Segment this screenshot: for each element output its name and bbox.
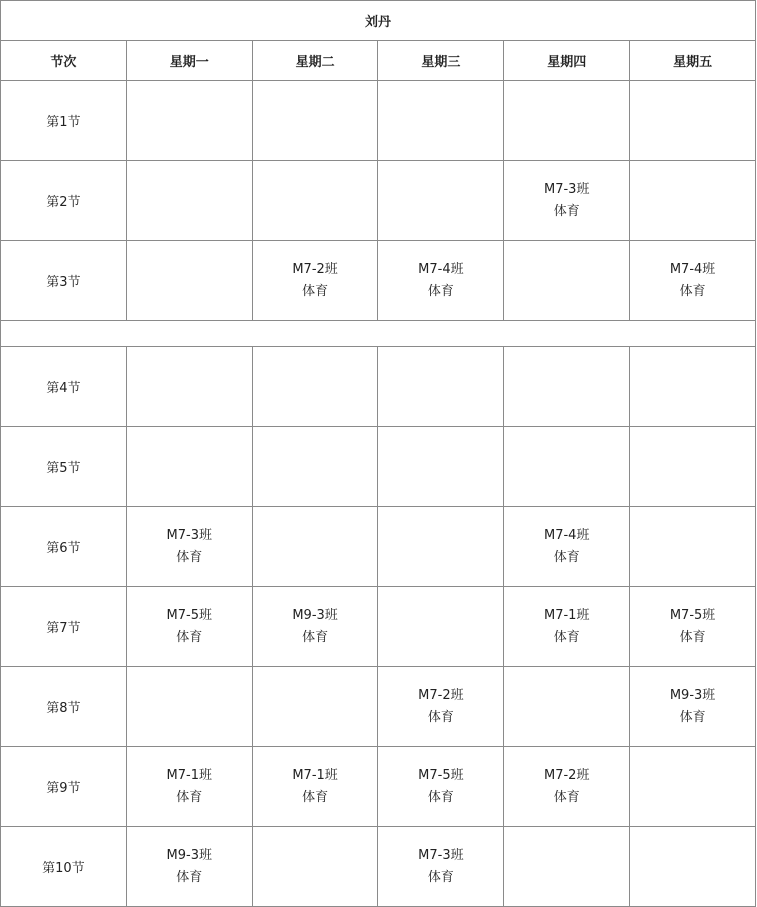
schedule-cell-tuesday[interactable] [252, 507, 378, 587]
period-row [1, 161, 756, 241]
schedule-cell-wednesday[interactable] [378, 587, 504, 667]
period-label: 第9节 [1, 747, 127, 827]
header-row [1, 41, 756, 81]
schedule-cell-wednesday[interactable] [378, 347, 504, 427]
course-subject: 体育 [679, 629, 706, 645]
title-row [1, 1, 756, 41]
period-row [1, 747, 756, 827]
course-class: M7-1班 [292, 767, 338, 783]
period-label: 第1节 [1, 81, 127, 161]
schedule-cell-friday[interactable] [630, 347, 756, 427]
schedule-cell-wednesday[interactable] [378, 161, 504, 241]
course-class: M9-3班 [166, 847, 212, 863]
schedule-cell-monday[interactable] [126, 747, 252, 827]
course-class: M9-3班 [669, 687, 716, 703]
header-thursday: 星期四 [504, 41, 630, 81]
period-label: 第4节 [1, 347, 127, 427]
course-class: M7-4班 [418, 261, 464, 277]
course-class: M7-5班 [418, 767, 464, 783]
course-subject: 体育 [553, 203, 580, 219]
course-subject: 体育 [427, 283, 454, 299]
course-subject: 体育 [553, 789, 580, 805]
header-tuesday: 星期二 [252, 41, 378, 81]
course-entry [253, 605, 378, 649]
course-entry [253, 765, 378, 809]
course-entry [504, 525, 629, 569]
course-entry [127, 605, 252, 649]
schedule-cell-monday[interactable] [126, 427, 252, 507]
course-subject: 体育 [679, 709, 706, 725]
schedule-cell-thursday[interactable] [504, 241, 630, 321]
header-monday: 星期一 [126, 41, 252, 81]
schedule-cell-thursday[interactable] [504, 81, 630, 161]
period-row [1, 667, 756, 747]
course-class: M7-4班 [669, 261, 716, 277]
period-row [1, 827, 756, 907]
period-label: 第2节 [1, 161, 127, 241]
course-subject: 体育 [302, 283, 329, 299]
schedule-cell-wednesday[interactable] [378, 427, 504, 507]
schedule-cell-friday[interactable] [630, 161, 756, 241]
schedule-cell-friday[interactable] [630, 827, 756, 907]
schedule-cell-wednesday[interactable] [378, 507, 504, 587]
schedule-cell-wednesday[interactable] [378, 81, 504, 161]
schedule-cell-friday[interactable] [630, 507, 756, 587]
header-wednesday: 星期三 [378, 41, 504, 81]
schedule-cell-monday[interactable] [126, 347, 252, 427]
schedule-cell-thursday[interactable] [504, 427, 630, 507]
course-subject: 体育 [553, 629, 580, 645]
course-class: M7-2班 [544, 767, 590, 783]
schedule-cell-monday[interactable] [126, 81, 252, 161]
course-subject: 体育 [427, 869, 454, 885]
course-entry [378, 685, 503, 729]
schedule-cell-monday[interactable] [126, 507, 252, 587]
schedule-cell-tuesday[interactable] [252, 667, 378, 747]
schedule-cell-monday[interactable] [126, 587, 252, 667]
break-row [1, 321, 756, 347]
schedule-cell-friday[interactable] [630, 81, 756, 161]
period-row [1, 427, 756, 507]
period-label: 第8节 [1, 667, 127, 747]
schedule-cell-tuesday[interactable] [252, 587, 378, 667]
schedule-cell-wednesday[interactable] [378, 667, 504, 747]
period-row [1, 587, 756, 667]
course-entry [378, 765, 503, 809]
course-entry [127, 765, 252, 809]
schedule-cell-monday[interactable] [126, 667, 252, 747]
schedule-cell-tuesday[interactable] [252, 427, 378, 507]
course-class: M9-3班 [292, 607, 338, 623]
course-subject: 体育 [302, 789, 329, 805]
course-entry [378, 845, 503, 889]
course-subject: 体育 [176, 869, 203, 885]
schedule-cell-tuesday[interactable] [252, 241, 378, 321]
course-entry [630, 259, 755, 303]
header-period: 节次 [1, 41, 127, 81]
period-label: 第5节 [1, 427, 127, 507]
timetable-body [1, 1, 756, 907]
schedule-cell-thursday[interactable] [504, 667, 630, 747]
course-class: M7-3班 [166, 527, 212, 543]
schedule-cell-thursday[interactable] [504, 507, 630, 587]
course-class: M7-1班 [544, 607, 590, 623]
schedule-cell-thursday[interactable] [504, 827, 630, 907]
course-subject: 体育 [679, 283, 706, 299]
course-class: M7-1班 [166, 767, 212, 783]
course-subject: 体育 [176, 789, 203, 805]
course-entry [630, 685, 755, 729]
schedule-cell-monday[interactable] [126, 161, 252, 241]
timetable-title: 刘丹 [1, 1, 756, 41]
period-label: 第6节 [1, 507, 127, 587]
course-subject: 体育 [176, 629, 203, 645]
course-entry [504, 179, 629, 223]
period-row [1, 347, 756, 427]
schedule-cell-monday[interactable] [126, 827, 252, 907]
schedule-cell-tuesday[interactable] [252, 747, 378, 827]
period-label: 第7节 [1, 587, 127, 667]
schedule-cell-friday[interactable] [630, 241, 756, 321]
schedule-cell-tuesday[interactable] [252, 347, 378, 427]
schedule-cell-friday[interactable] [630, 667, 756, 747]
period-row [1, 241, 756, 321]
course-class: M7-3班 [544, 181, 590, 197]
course-entry [127, 525, 252, 569]
schedule-cell-wednesday[interactable] [378, 827, 504, 907]
course-entry [504, 605, 629, 649]
course-class: M7-2班 [418, 687, 464, 703]
schedule-cell-friday[interactable] [630, 587, 756, 667]
header-friday: 星期五 [630, 41, 756, 81]
course-class: M7-3班 [418, 847, 464, 863]
schedule-cell-thursday[interactable] [504, 347, 630, 427]
course-subject: 体育 [176, 549, 203, 565]
schedule-cell-tuesday[interactable] [252, 827, 378, 907]
course-entry [253, 259, 378, 303]
schedule-cell-thursday[interactable] [504, 587, 630, 667]
break-spacer [1, 321, 756, 347]
period-row [1, 507, 756, 587]
course-class: M7-4班 [544, 527, 590, 543]
course-subject: 体育 [427, 789, 454, 805]
course-subject: 体育 [302, 629, 329, 645]
course-entry [127, 845, 252, 889]
course-entry [630, 605, 755, 649]
schedule-cell-wednesday[interactable] [378, 241, 504, 321]
schedule-cell-friday[interactable] [630, 747, 756, 827]
period-label: 第3节 [1, 241, 127, 321]
course-class: M7-5班 [166, 607, 212, 623]
schedule-cell-tuesday[interactable] [252, 161, 378, 241]
schedule-cell-thursday[interactable] [504, 747, 630, 827]
course-class: M7-2班 [292, 261, 338, 277]
period-row [1, 81, 756, 161]
schedule-cell-monday[interactable] [126, 241, 252, 321]
schedule-cell-tuesday[interactable] [252, 81, 378, 161]
course-class: M7-5班 [669, 607, 716, 623]
course-subject: 体育 [553, 549, 580, 565]
course-entry [378, 259, 503, 303]
schedule-cell-thursday[interactable] [504, 161, 630, 241]
period-label: 第10节 [1, 827, 127, 907]
course-entry [504, 765, 629, 809]
schedule-cell-wednesday[interactable] [378, 747, 504, 827]
schedule-cell-friday[interactable] [630, 427, 756, 507]
course-subject: 体育 [427, 709, 454, 725]
